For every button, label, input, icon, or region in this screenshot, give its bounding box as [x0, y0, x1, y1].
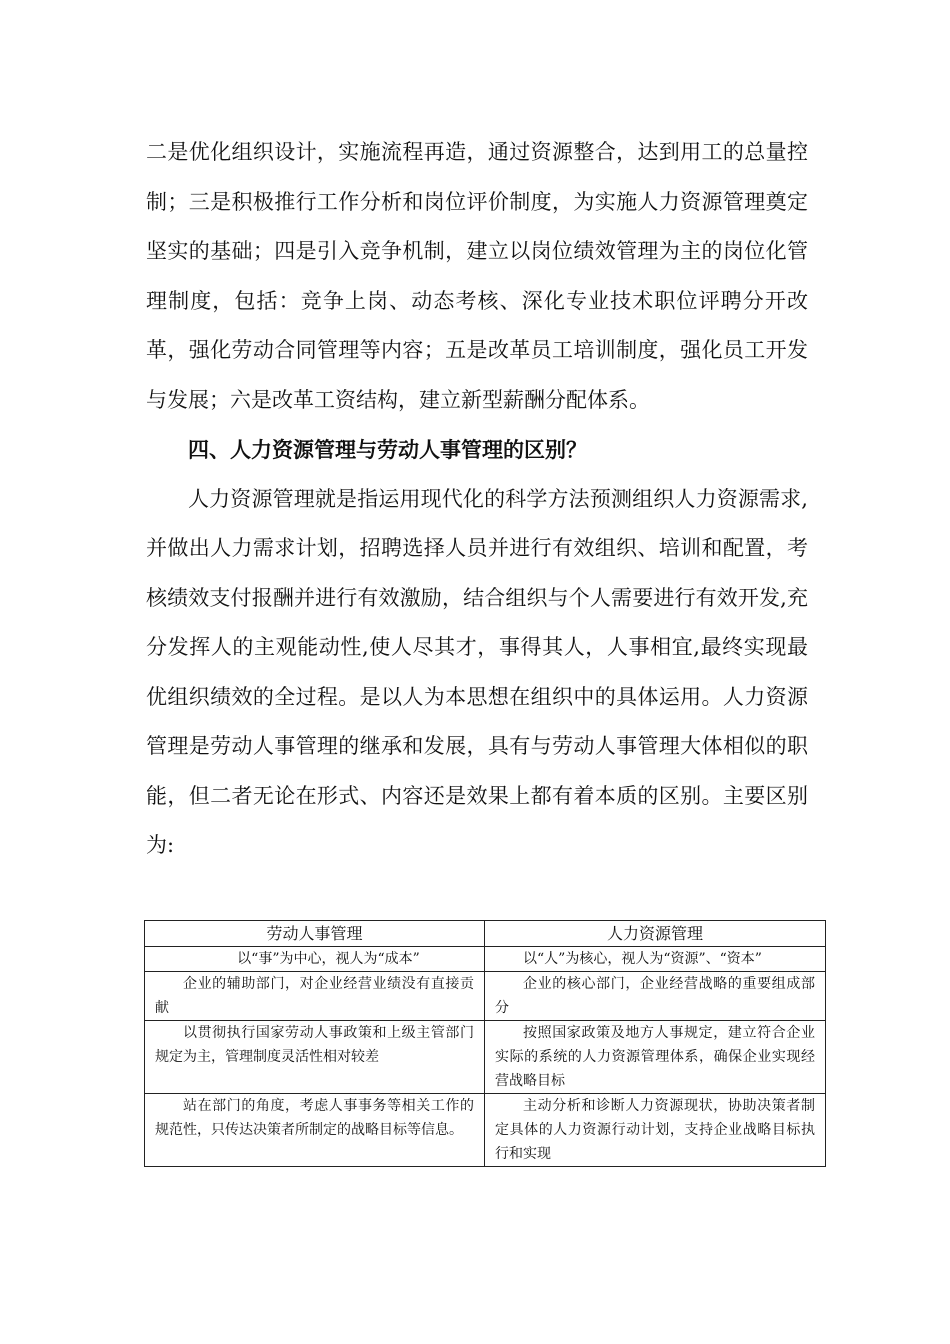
- column-header-human-resources: 人力资源管理: [485, 921, 826, 947]
- table-header-row: [145, 921, 826, 947]
- table-cell: 以“人”为核心，视人为“资源”、“资本”: [485, 947, 826, 972]
- document-body: [146, 128, 808, 871]
- table-row: [145, 947, 826, 972]
- intro-paragraph: 人力资源管理就是指运用现代化的科学方法预测组织人力资源需求,并做出人力需求计划，招聘选择人员并进行有效组织、培训和配置，考核绩效支付报酬并进行有效激励，结合组织与个人需要进行有效开发,充分发挥人的主观能动性,使人尽其才，事得其人，人事相宜,最终实现最优组织绩效的全过程。是以人为本思想在组织中的具体运用。人力资源管理是劳动人事管理的继承和发展，具有与劳动人事管理大体相似的职能，但二者无论在形式、内容还是效果上都有着本质的区别。主要区别为:: [146, 486, 808, 857]
- table-cell: 以“事”为中心，视人为“成本”: [145, 947, 485, 972]
- table-cell: 按照国家政策及地方人事规定，建立符合企业实际的系统的人力资源管理体系，确保企业实现经营战略目标: [485, 1021, 826, 1094]
- table-cell: 主动分析和诊断人力资源现状，协助决策者制定具体的人力资源行动计划，支持企业战略目标执行和实现: [485, 1094, 826, 1167]
- table-row: [145, 1094, 826, 1167]
- table-row: [145, 972, 826, 1021]
- column-header-labor-personnel: 劳动人事管理: [145, 921, 485, 947]
- table-cell: 站在部门的角度，考虑人事事务等相关工作的规范性，只传达决策者所制定的战略目标等信息。: [145, 1094, 485, 1167]
- body-paragraph: 二是优化组织设计，实施流程再造，通过资源整合，达到用工的总量控制；三是积极推行工作分析和岗位评价制度，为实施人力资源管理奠定坚实的基础；四是引入竞争机制，建立以岗位绩效管理为主的岗位化管理制度，包括：竞争上岗、动态考核、深化专业技术职位评聘分开改革，强化劳动合同管理等内容；五是改革员工培训制度，强化员工开发与发展；六是改革工资结构，建立新型薪酬分配体系。: [146, 140, 808, 412]
- comparison-table: [144, 920, 826, 1167]
- table-row: [145, 1021, 826, 1094]
- section-heading: 四、人力资源管理与劳动人事管理的区别？: [188, 437, 587, 462]
- table-cell: 企业的核心部门，企业经营战略的重要组成部分: [485, 972, 826, 1021]
- table-cell: 企业的辅助部门，对企业经营业绩没有直接贡献: [145, 972, 485, 1021]
- table-cell: 以贯彻执行国家劳动人事政策和上级主管部门规定为主，管理制度灵活性相对较差: [145, 1021, 485, 1094]
